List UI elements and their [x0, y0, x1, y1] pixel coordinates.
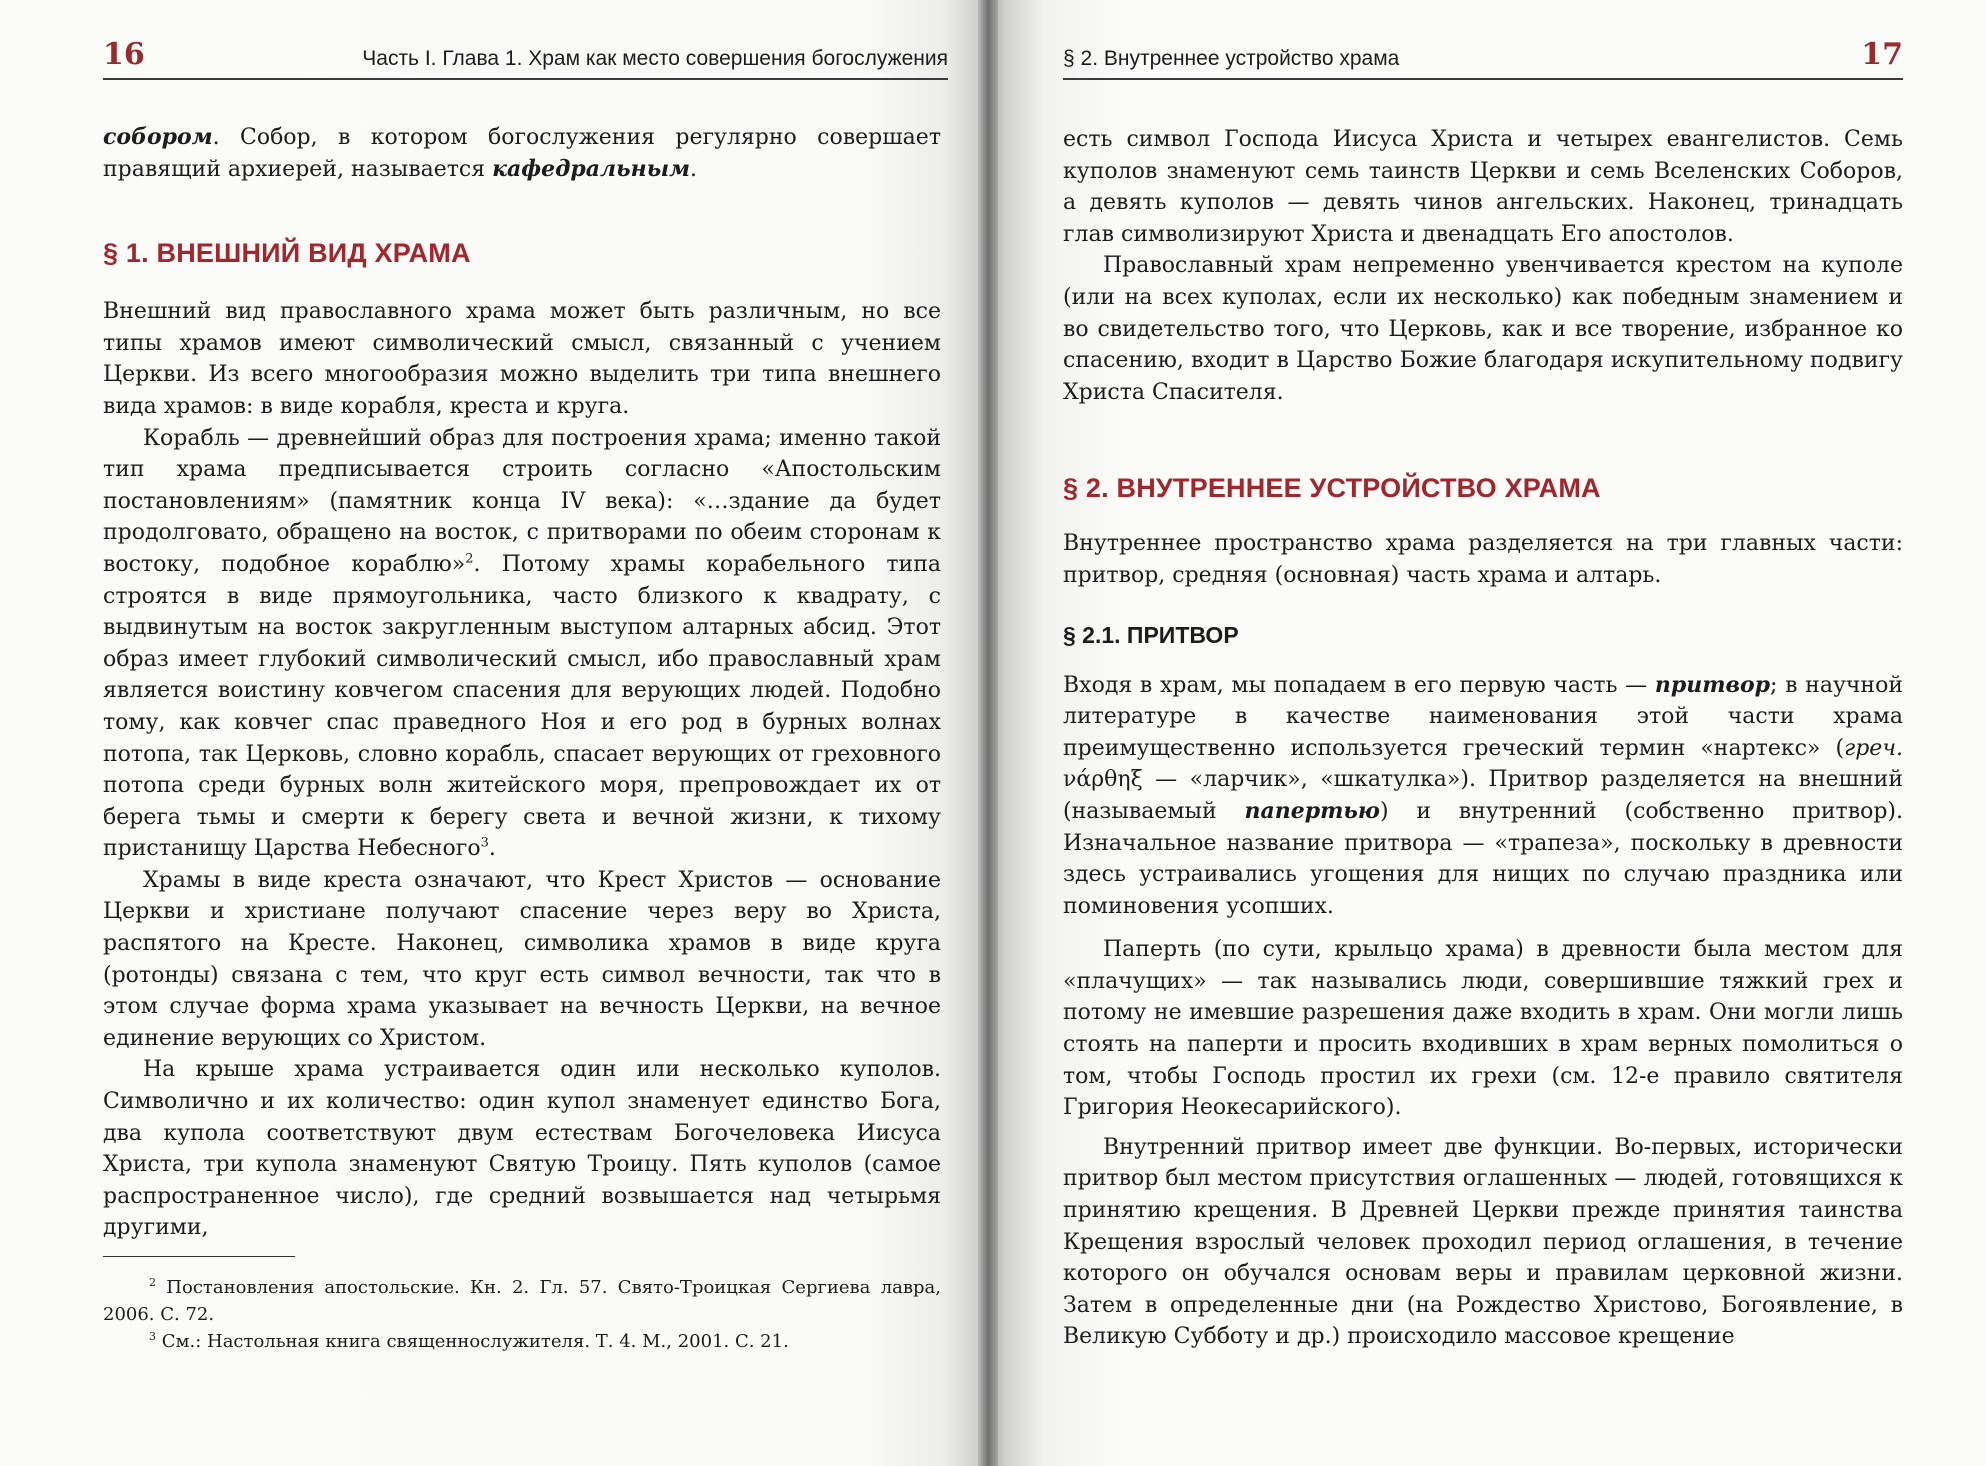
term-papert: папертью [1244, 797, 1380, 824]
paragraph-text: Входя в храм, мы попадаем в его первую часть — [1063, 672, 1655, 698]
paragraph-text: νάρθηξ — «ларчик», «шкатулка»). Притвор разделяется на внешний (называемый [1063, 767, 1903, 824]
term-kafedralny: кафедральным [492, 155, 690, 182]
term-pritvor: притвор [1654, 671, 1770, 698]
subsection-heading: § 2.1. ПРИТВОР [1063, 621, 1239, 648]
footnote-ref: 3 [480, 835, 489, 851]
paragraph: Внешний вид православного храма может быть различным, но все типы храмов имеют символический смысл, связанный с учением Церкви. Из всего многообразия можно выделить три типа внешнего вида храмов: в виде корабля, креста и круга. [103, 299, 941, 419]
term-sobor: собором [103, 124, 213, 150]
paragraph: На крыше храма устраивается один или несколько куполов. Символично и их количество: один купол знаменует единство Бога, два купола соответствуют двум естествам Богочеловека Иисуса Христа, три купола знаменуют Святую Троицу. Пять куполов (самое распространенное число), где средний возвышается над четырьмя другими, [103, 1057, 941, 1241]
paragraph-text: . Потому храмы корабельного типа строятся в виде прямоугольника, часто близкого к квадрату, с выдвинутым на восток закругленным выступом алтарных абсид. Этот образ имеет глубокий символический смысл, ибо православный храм является воистину ковчегом спасения для верующих людей. Подобно тому, как ковчег спас праведного Ноя и его род в бурных волнах потопа, так Церковь, словно корабль, спасает верующих от греховного потопа среди бурных волн житейского моря, препровождает их от берега тьмы и смерти к берегу света и вечной жизни, к тихому пристанищу Царства Небесного [103, 551, 941, 862]
paragraph-text: ; в научной литературе в качестве наименования этой части храма преимущественно используется греческий термин «нартекс» ( [1063, 672, 1904, 761]
left-page [0, 0, 985, 1466]
paragraph-text: . [488, 836, 496, 862]
footnote-divider [103, 1256, 295, 1257]
paragraph-text: Корабль — древнейший образ для построения храма; именно такой тип храма предписывается строить согласно «Апостольским постановлениям» (памятник конца IV века): «…здание да будет продолговато, обращено на восток, с притворами по обеим сторонам к востоку, подобное кораблю» [103, 425, 941, 577]
footnote [103, 1274, 941, 1328]
footnote-number: 2 [149, 1276, 156, 1289]
book-gutter [978, 0, 998, 1466]
intro-paragraph [103, 122, 941, 185]
page-number: 16 [103, 37, 145, 72]
running-head: § 2. Внутреннее устройство храма [1063, 47, 1400, 70]
paragraph: есть символ Господа Иисуса Христа и четырех евангелистов. Семь куполов знаменуют семь таинств Церкви и семь Вселенских Соборов, а девять куполов — девять чинов ангельских. Наконец, тринадцать глав символизируют Христа и двенадцать Его апостолов. [1063, 127, 1903, 247]
paragraph: Внутренний притвор имеет две функции. Во-первых, исторически притвор был местом присутствия оглашенных — людей, готовящихся к принятию крещения. В Древней Церкви прежде принятия таинства Крещения взрослый человек проходил период оглашения, в течение которого он обучался основам веры и правилам церковной жизни. Затем в определенные дни (на Рождество Христово, Богоявление, в Великую Субботу и др.) происходило массовое крещение [1063, 1134, 1903, 1350]
page-number: 17 [1861, 37, 1903, 72]
left-page-body [103, 122, 941, 1244]
footnote-ref: 2 [465, 551, 474, 567]
footnote-text: См.: Настольная книга священнослужителя. Т. 4. М., 2001. С. 21. [156, 1331, 789, 1352]
footnote-text: Постановления апостольские. Кн. 2. Гл. 57. Свято-Троицкая Сергиева лавра, 2006. С. 72. [103, 1277, 941, 1325]
paragraph: Внутреннее пространство храма разделяется на три главных части: притвор, средняя (основная) часть храма и алтарь. [1063, 531, 1903, 588]
running-head: Часть I. Глава 1. Храм как место совершения богослужения [362, 47, 948, 70]
paragraph: Храмы в виде креста означают, что Крест Христов — основание Церкви и христиане получают спасение через веру во Христа, распятого на Кресте. Наконец, символика храмов в виде круга (ротонды) связана с тем, что круг есть символ вечности, так что в этом случае форма храма указывает на вечность Церкви, на вечное единение верующих со Христом. [103, 867, 941, 1051]
paragraph [103, 423, 941, 865]
paragraph-text: ) и внутренний (собственно притвор). Изначальное название притвора — «трапеза», поскольку в древности здесь устраивались угощения для нищих по случаю праздника или поминовения усопших. [1063, 798, 1904, 919]
right-page [985, 0, 1986, 1466]
paragraph [1063, 670, 1903, 923]
right-page-body [1063, 124, 1903, 1353]
footnote-number: 3 [149, 1330, 156, 1343]
paragraph: Паперть (по сути, крыльцо храма) в древности была местом для «плачущих» — так назывались люди, совершившие тяжкий грех и потому не имевшие разрешения даже входить в храм. Они могли лишь стоять на паперти и просить входивших в храм верных помолиться о том, чтобы Господь простил их грехи (см. 12-е правило святителя Григория Неокесарийского). [1063, 937, 1903, 1121]
footnote [103, 1328, 941, 1355]
paragraph: Православный храм непременно увенчивается крестом на куполе (или на всех куполах, если их несколько) как победным знамением и во свидетельство того, что Церковь, как и все творение, избранное ко спасению, входит в Царство Божие благодаря искупительному подвигу Христа Спасителя. [1063, 253, 1903, 405]
section-heading-1: § 1. ВНЕШНИЙ ВИД ХРАМА [103, 238, 471, 269]
intro-end: . [690, 156, 697, 182]
intro-text: . Собор, в котором богослужения регулярно совершает правящий архиерей, называется [103, 125, 941, 182]
left-page-header [103, 34, 948, 80]
abbr-greek: греч. [1844, 735, 1903, 761]
footnotes [103, 1274, 941, 1355]
right-page-header [1063, 34, 1903, 80]
section-heading-2: § 2. ВНУТРЕННЕЕ УСТРОЙСТВО ХРАМА [1063, 473, 1601, 504]
